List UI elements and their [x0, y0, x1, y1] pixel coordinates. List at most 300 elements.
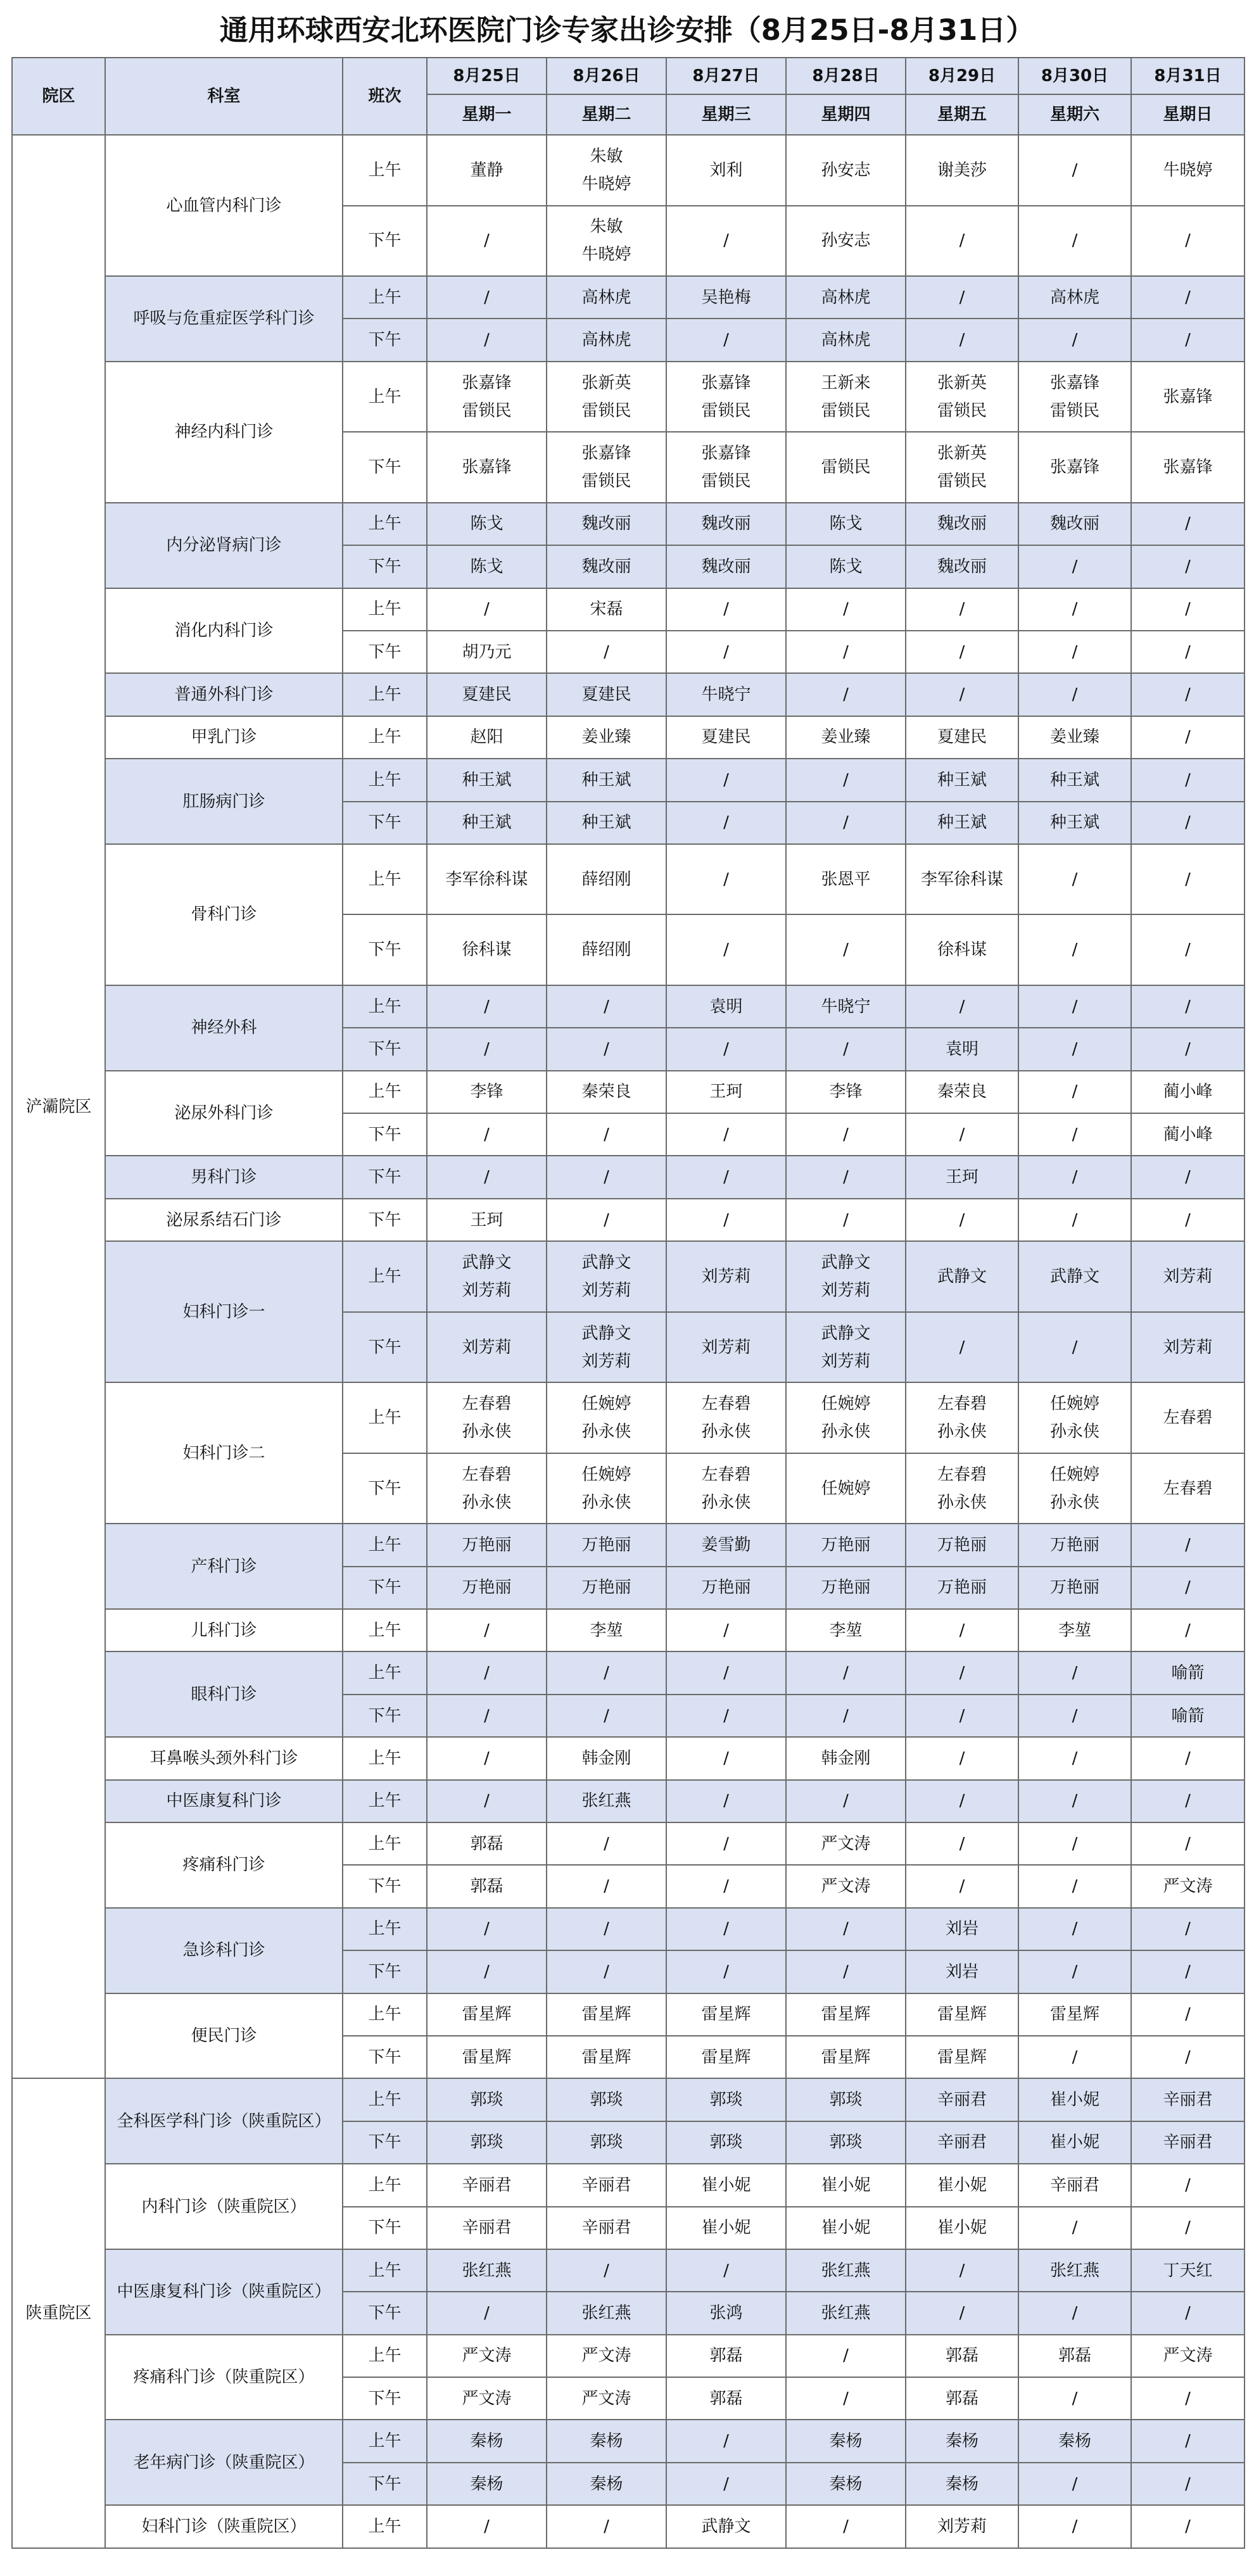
header-weekday: 星期日 — [1131, 94, 1244, 135]
doctor-cell: 辛丽君 — [547, 2164, 666, 2206]
doctor-cell: 万艳丽 — [906, 1567, 1018, 1609]
doctor-cell: / — [1018, 206, 1131, 277]
doctor-cell: 种王斌 — [547, 802, 666, 844]
department-name: 骨科门诊 — [105, 844, 343, 985]
header-slot: 班次 — [343, 58, 427, 135]
department-name: 疼痛科门诊 — [105, 1822, 343, 1908]
doctor-cell: 郭磊 — [666, 2377, 786, 2420]
doctor-cell: / — [1131, 545, 1244, 588]
doctor-cell: 武静文 刘芳莉 — [547, 1312, 666, 1383]
table-row — [12, 1780, 1244, 1822]
doctor-cell: / — [906, 1651, 1018, 1694]
doctor-cell: 袁明 — [906, 1028, 1018, 1070]
doctor-cell: 秦杨 — [906, 2420, 1018, 2462]
doctor-cell: / — [1131, 1908, 1244, 1950]
session-slot: 上午 — [343, 1780, 427, 1822]
doctor-cell: 雷星辉 — [786, 1993, 906, 2036]
doctor-cell: / — [1018, 545, 1131, 588]
doctor-cell: 孙安志 — [786, 206, 906, 277]
doctor-cell: 左春碧 — [1131, 1453, 1244, 1524]
doctor-cell: 王珂 — [666, 1071, 786, 1113]
session-slot: 下午 — [343, 2463, 427, 2505]
doctor-cell: 薛绍刚 — [547, 914, 666, 985]
table-row — [12, 2420, 1244, 2462]
doctor-cell: 张红燕 — [786, 2249, 906, 2292]
doctor-cell: / — [666, 1780, 786, 1822]
doctor-cell: 辛丽君 — [906, 2078, 1018, 2121]
doctor-cell: 孙安志 — [786, 135, 906, 206]
doctor-cell: 严文涛 — [1131, 1865, 1244, 1907]
department-name: 耳鼻喉头颈外科门诊 — [105, 1737, 343, 1779]
department-name: 老年病门诊（陕重院区） — [105, 2420, 343, 2505]
doctor-cell: 刘利 — [666, 135, 786, 206]
campus-name: 陕重院区 — [12, 2078, 105, 2548]
doctor-cell: / — [427, 319, 547, 361]
doctor-cell: 胡乃元 — [427, 631, 547, 673]
doctor-cell: / — [1018, 1028, 1131, 1070]
table-row — [12, 2078, 1244, 2121]
doctor-cell: 董静 — [427, 135, 547, 206]
doctor-cell: 任婉婷 孙永侠 — [786, 1382, 906, 1453]
doctor-cell: / — [786, 802, 906, 844]
doctor-cell: 喻箭 — [1131, 1695, 1244, 1737]
department-name: 疼痛科门诊（陕重院区） — [105, 2335, 343, 2420]
department-name: 呼吸与危重症医学科门诊 — [105, 276, 343, 362]
session-slot: 下午 — [343, 2207, 427, 2249]
doctor-cell: / — [547, 1822, 666, 1865]
doctor-cell: / — [666, 1028, 786, 1070]
doctor-cell: 朱敏 牛晓婷 — [547, 206, 666, 277]
doctor-cell: / — [547, 1695, 666, 1737]
doctor-cell: 雷星辉 — [666, 1993, 786, 2036]
department-name: 妇科门诊一 — [105, 1241, 343, 1382]
doctor-cell: / — [786, 1156, 906, 1198]
doctor-cell: / — [1131, 1950, 1244, 1993]
doctor-cell: 张红燕 — [547, 2292, 666, 2334]
doctor-cell: 万艳丽 — [906, 1524, 1018, 1566]
doctor-cell: / — [1131, 716, 1244, 759]
doctor-cell: 魏改丽 — [666, 503, 786, 545]
doctor-cell: 张嘉锋 雷锁民 — [666, 432, 786, 503]
table-row — [12, 1156, 1244, 1198]
doctor-cell: 朱敏 牛晓婷 — [547, 135, 666, 206]
doctor-cell: 刘芳莉 — [666, 1241, 786, 1312]
doctor-cell: / — [666, 1695, 786, 1737]
doctor-cell: 万艳丽 — [547, 1567, 666, 1609]
doctor-cell: / — [1131, 985, 1244, 1028]
doctor-cell: 辛丽君 — [906, 2121, 1018, 2164]
doctor-cell: 陈戈 — [427, 545, 547, 588]
doctor-cell: / — [666, 914, 786, 985]
doctor-cell: / — [1018, 1865, 1131, 1907]
doctor-cell: / — [547, 1865, 666, 1907]
doctor-cell: / — [906, 206, 1018, 277]
doctor-cell: 郭磊 — [906, 2335, 1018, 2377]
doctor-cell: / — [1018, 844, 1131, 915]
doctor-cell: / — [1018, 1199, 1131, 1241]
doctor-cell: 秦杨 — [547, 2463, 666, 2505]
doctor-cell: / — [547, 1950, 666, 1993]
session-slot: 上午 — [343, 716, 427, 759]
doctor-cell: / — [1018, 135, 1131, 206]
doctor-cell: / — [1018, 2292, 1131, 2334]
department-name: 中医康复科门诊 — [105, 1780, 343, 1822]
doctor-cell: / — [666, 1737, 786, 1779]
table-row — [12, 1524, 1244, 1566]
doctor-cell: / — [1131, 802, 1244, 844]
doctor-cell: 张新英 雷锁民 — [547, 362, 666, 432]
doctor-cell: 李锋 — [427, 1071, 547, 1113]
session-slot: 下午 — [343, 1113, 427, 1156]
doctor-cell: / — [1018, 1113, 1131, 1156]
doctor-cell: / — [786, 588, 906, 631]
session-slot: 上午 — [343, 1993, 427, 2036]
doctor-cell: 陈戈 — [427, 503, 547, 545]
doctor-cell: / — [547, 985, 666, 1028]
doctor-cell: 郭琰 — [547, 2121, 666, 2164]
doctor-cell: 严文涛 — [427, 2335, 547, 2377]
session-slot: 上午 — [343, 1241, 427, 1312]
doctor-cell: 秦杨 — [427, 2463, 547, 2505]
doctor-cell: / — [1131, 206, 1244, 277]
session-slot: 下午 — [343, 1865, 427, 1907]
doctor-cell: / — [666, 2420, 786, 2462]
doctor-cell: / — [906, 1113, 1018, 1156]
doctor-cell: 秦杨 — [1018, 2420, 1131, 2462]
doctor-cell: / — [786, 1199, 906, 1241]
session-slot: 下午 — [343, 1156, 427, 1198]
doctor-cell: 左春碧 孙永侠 — [427, 1453, 547, 1524]
department-name: 泌尿系结石门诊 — [105, 1199, 343, 1241]
doctor-cell: 刘芳莉 — [1131, 1312, 1244, 1383]
header-date: 8月29日 — [906, 58, 1018, 94]
doctor-cell: 张嘉锋 雷锁民 — [1018, 362, 1131, 432]
session-slot: 上午 — [343, 673, 427, 716]
doctor-cell: 刘岩 — [906, 1908, 1018, 1950]
department-name: 内分泌肾病门诊 — [105, 503, 343, 588]
doctor-cell: / — [786, 914, 906, 985]
table-row — [12, 1993, 1244, 2036]
header-weekday: 星期二 — [547, 94, 666, 135]
doctor-cell: / — [666, 1865, 786, 1907]
doctor-cell: 种王斌 — [1018, 802, 1131, 844]
department-name: 妇科门诊二 — [105, 1382, 343, 1524]
department-name: 普通外科门诊 — [105, 673, 343, 716]
session-slot: 上午 — [343, 2420, 427, 2462]
doctor-cell: / — [666, 1651, 786, 1694]
session-slot: 下午 — [343, 802, 427, 844]
doctor-cell: 张恩平 — [786, 844, 906, 915]
doctor-cell: 张新英 雷锁民 — [906, 362, 1018, 432]
doctor-cell: / — [1018, 2463, 1131, 2505]
doctor-cell: / — [666, 1609, 786, 1651]
doctor-cell: 郭琰 — [666, 2078, 786, 2121]
doctor-cell: 喻箭 — [1131, 1651, 1244, 1694]
session-slot: 下午 — [343, 1199, 427, 1241]
doctor-cell: / — [547, 1113, 666, 1156]
doctor-cell: 崔小妮 — [1018, 2078, 1131, 2121]
doctor-cell: / — [906, 1865, 1018, 1907]
doctor-cell: 种王斌 — [1018, 759, 1131, 801]
doctor-cell: 李军徐科谋 — [427, 844, 547, 915]
doctor-cell: 崔小妮 — [786, 2164, 906, 2206]
doctor-cell: 郭磊 — [906, 2377, 1018, 2420]
doctor-cell: 李堃 — [547, 1609, 666, 1651]
doctor-cell: / — [427, 1950, 547, 1993]
doctor-cell: 牛晓宁 — [786, 985, 906, 1028]
doctor-cell: 万艳丽 — [786, 1524, 906, 1566]
session-slot: 上午 — [343, 2249, 427, 2292]
doctor-cell: 魏改丽 — [666, 545, 786, 588]
doctor-cell: / — [1131, 2420, 1244, 2462]
doctor-cell: / — [1131, 1822, 1244, 1865]
session-slot: 上午 — [343, 1822, 427, 1865]
department-name: 泌尿外科门诊 — [105, 1071, 343, 1156]
doctor-cell: 郭磊 — [427, 1822, 547, 1865]
doctor-cell: 魏改丽 — [547, 503, 666, 545]
doctor-cell: / — [547, 1908, 666, 1950]
doctor-cell: / — [427, 1695, 547, 1737]
department-name: 肛肠病门诊 — [105, 759, 343, 844]
doctor-cell: / — [1131, 1737, 1244, 1779]
department-name: 中医康复科门诊（陕重院区） — [105, 2249, 343, 2335]
doctor-cell: / — [666, 319, 786, 361]
session-slot: 下午 — [343, 206, 427, 277]
header-weekday: 星期五 — [906, 94, 1018, 135]
doctor-cell: 夏建民 — [547, 673, 666, 716]
doctor-cell: / — [906, 1312, 1018, 1383]
doctor-cell: 辛丽君 — [427, 2207, 547, 2249]
table-row — [12, 1908, 1244, 1950]
doctor-cell: 左春碧 孙永侠 — [666, 1382, 786, 1453]
doctor-cell: 种王斌 — [906, 802, 1018, 844]
session-slot: 上午 — [343, 588, 427, 631]
doctor-cell: / — [1018, 319, 1131, 361]
session-slot: 上午 — [343, 759, 427, 801]
doctor-cell: 万艳丽 — [427, 1524, 547, 1566]
doctor-cell: / — [666, 206, 786, 277]
doctor-cell: 秦杨 — [786, 2420, 906, 2462]
doctor-cell: 崔小妮 — [906, 2164, 1018, 2206]
doctor-cell: / — [786, 673, 906, 716]
doctor-cell: 严文涛 — [786, 1865, 906, 1907]
doctor-cell: 张嘉锋 — [1018, 432, 1131, 503]
doctor-cell: / — [786, 2377, 906, 2420]
doctor-cell: 张嘉锋 — [427, 432, 547, 503]
doctor-cell: / — [666, 1199, 786, 1241]
doctor-cell: 郭琰 — [786, 2078, 906, 2121]
doctor-cell: / — [427, 1028, 547, 1070]
session-slot: 下午 — [343, 545, 427, 588]
doctor-cell: / — [1018, 914, 1131, 985]
header-date: 8月25日 — [427, 58, 547, 94]
session-slot: 下午 — [343, 914, 427, 985]
table-row — [12, 2505, 1244, 2548]
header-date: 8月31日 — [1131, 58, 1244, 94]
doctor-cell: / — [906, 673, 1018, 716]
doctor-cell: / — [906, 985, 1018, 1028]
department-name: 妇科门诊（陕重院区） — [105, 2505, 343, 2548]
doctor-cell: / — [1131, 1156, 1244, 1198]
header-weekday: 星期四 — [786, 94, 906, 135]
session-slot: 下午 — [343, 319, 427, 361]
doctor-cell: 刘芳莉 — [906, 2505, 1018, 2548]
doctor-cell: 魏改丽 — [906, 503, 1018, 545]
doctor-cell: / — [666, 1950, 786, 1993]
doctor-cell: / — [1018, 985, 1131, 1028]
doctor-cell: / — [666, 1113, 786, 1156]
doctor-cell: / — [547, 1156, 666, 1198]
session-slot: 上午 — [343, 844, 427, 915]
session-slot: 下午 — [343, 2292, 427, 2334]
session-slot: 上午 — [343, 1609, 427, 1651]
doctor-cell: 韩金刚 — [786, 1737, 906, 1779]
doctor-cell: 李堃 — [1018, 1609, 1131, 1651]
doctor-cell: 魏改丽 — [547, 545, 666, 588]
doctor-cell: / — [1131, 2036, 1244, 2078]
session-slot: 下午 — [343, 432, 427, 503]
table-row — [12, 1241, 1244, 1312]
doctor-cell: 郭琰 — [427, 2121, 547, 2164]
doctor-cell: 夏建民 — [906, 716, 1018, 759]
session-slot: 上午 — [343, 2164, 427, 2206]
doctor-cell: / — [786, 1908, 906, 1950]
doctor-cell: / — [427, 2292, 547, 2334]
doctor-cell: 任婉婷 孙永侠 — [1018, 1382, 1131, 1453]
header-campus: 院区 — [12, 58, 105, 135]
doctor-cell: / — [786, 1113, 906, 1156]
doctor-cell: / — [427, 588, 547, 631]
schedule-body — [12, 135, 1244, 2548]
doctor-cell: / — [906, 631, 1018, 673]
doctor-cell: 蔺小峰 — [1131, 1071, 1244, 1113]
doctor-cell: 雷星辉 — [547, 2036, 666, 2078]
doctor-cell: 左春碧 孙永侠 — [666, 1453, 786, 1524]
session-slot: 上午 — [343, 1524, 427, 1566]
doctor-cell: 武静文 刘芳莉 — [427, 1241, 547, 1312]
doctor-cell: 陈戈 — [786, 503, 906, 545]
doctor-cell: 辛丽君 — [1018, 2164, 1131, 2206]
doctor-cell: / — [1131, 2377, 1244, 2420]
table-row — [12, 1382, 1244, 1453]
doctor-cell: 严文涛 — [427, 2377, 547, 2420]
doctor-cell: 夏建民 — [666, 716, 786, 759]
doctor-cell: 任婉婷 孙永侠 — [1018, 1453, 1131, 1524]
session-slot: 上午 — [343, 1737, 427, 1779]
table-row — [12, 673, 1244, 716]
doctor-cell: / — [427, 276, 547, 319]
doctor-cell: 袁明 — [666, 985, 786, 1028]
doctor-cell: 雷星辉 — [786, 2036, 906, 2078]
doctor-cell: 郭磊 — [427, 1865, 547, 1907]
doctor-cell: / — [1131, 914, 1244, 985]
doctor-cell: / — [666, 2463, 786, 2505]
doctor-cell: / — [547, 2249, 666, 2292]
doctor-cell: 吴艳梅 — [666, 276, 786, 319]
doctor-cell: 任婉婷 — [786, 1453, 906, 1524]
doctor-cell: / — [786, 1695, 906, 1737]
doctor-cell: 高林虎 — [547, 276, 666, 319]
doctor-cell: / — [1018, 1695, 1131, 1737]
doctor-cell: 秦杨 — [427, 2420, 547, 2462]
session-slot: 上午 — [343, 276, 427, 319]
doctor-cell: 蔺小峰 — [1131, 1113, 1244, 1156]
session-slot: 下午 — [343, 2377, 427, 2420]
doctor-cell: / — [547, 1651, 666, 1694]
doctor-cell: 张红燕 — [427, 2249, 547, 2292]
doctor-cell: 辛丽君 — [1131, 2078, 1244, 2121]
doctor-cell: 崔小妮 — [906, 2207, 1018, 2249]
session-slot: 下午 — [343, 631, 427, 673]
doctor-cell: / — [1018, 2377, 1131, 2420]
doctor-cell: 徐科谋 — [427, 914, 547, 985]
table-row — [12, 1651, 1244, 1694]
doctor-cell: 武静文 刘芳莉 — [786, 1241, 906, 1312]
doctor-cell: / — [906, 2292, 1018, 2334]
doctor-cell: 李堃 — [786, 1609, 906, 1651]
doctor-cell: / — [427, 2505, 547, 2548]
doctor-cell: 雷星辉 — [427, 2036, 547, 2078]
doctor-cell: / — [1131, 1609, 1244, 1651]
doctor-cell: / — [1131, 319, 1244, 361]
doctor-cell: 秦荣良 — [906, 1071, 1018, 1113]
table-row — [12, 1199, 1244, 1241]
doctor-cell: / — [1018, 588, 1131, 631]
doctor-cell: / — [427, 206, 547, 277]
doctor-cell: / — [906, 1737, 1018, 1779]
doctor-cell: / — [547, 1199, 666, 1241]
table-row — [12, 1822, 1244, 1865]
doctor-cell: 左春碧 孙永侠 — [427, 1382, 547, 1453]
table-row — [12, 716, 1244, 759]
session-slot: 下午 — [343, 1453, 427, 1524]
doctor-cell: 刘岩 — [906, 1950, 1018, 1993]
department-name: 眼科门诊 — [105, 1651, 343, 1737]
header-date: 8月28日 — [786, 58, 906, 94]
session-slot: 上午 — [343, 1651, 427, 1694]
session-slot: 上午 — [343, 362, 427, 432]
doctor-cell: 秦荣良 — [547, 1071, 666, 1113]
doctor-cell: 雷锁民 — [786, 432, 906, 503]
doctor-cell: 张嘉锋 — [1131, 362, 1244, 432]
table-row — [12, 276, 1244, 319]
table-row — [12, 1737, 1244, 1779]
doctor-cell: 万艳丽 — [1018, 1524, 1131, 1566]
department-name: 全科医学科门诊（陕重院区） — [105, 2078, 343, 2164]
doctor-cell: 张嘉锋 雷锁民 — [547, 432, 666, 503]
doctor-cell: / — [1018, 1071, 1131, 1113]
doctor-cell: 姜业臻 — [786, 716, 906, 759]
doctor-cell: / — [427, 1737, 547, 1779]
session-slot: 上午 — [343, 985, 427, 1028]
doctor-cell: 王珂 — [906, 1156, 1018, 1198]
doctor-cell: 种王斌 — [427, 759, 547, 801]
doctor-cell: 郭磊 — [666, 2335, 786, 2377]
schedule-table — [11, 57, 1245, 2549]
doctor-cell: 万艳丽 — [547, 1524, 666, 1566]
doctor-cell: / — [906, 1822, 1018, 1865]
session-slot: 下午 — [343, 1567, 427, 1609]
doctor-cell: 高林虎 — [1018, 276, 1131, 319]
doctor-cell: / — [906, 2249, 1018, 2292]
session-slot: 上午 — [343, 2505, 427, 2548]
department-name: 儿科门诊 — [105, 1609, 343, 1651]
doctor-cell: 秦杨 — [906, 2463, 1018, 2505]
doctor-cell: 高林虎 — [786, 276, 906, 319]
doctor-cell: 武静文 — [666, 2505, 786, 2548]
doctor-cell: / — [547, 2505, 666, 2548]
doctor-cell: 辛丽君 — [427, 2164, 547, 2206]
